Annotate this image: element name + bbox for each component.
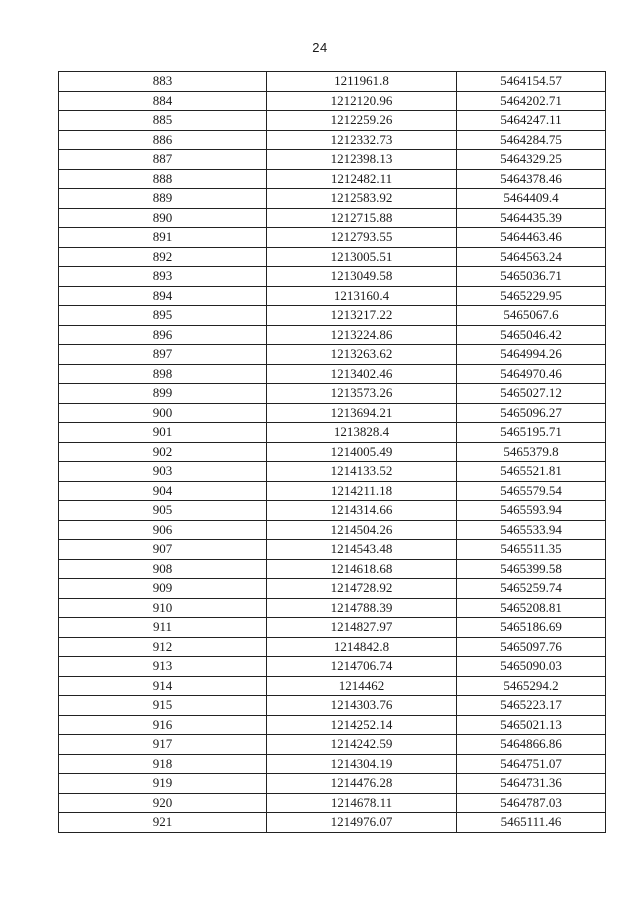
table-row	[59, 715, 606, 735]
table-row	[59, 306, 606, 326]
y-coordinate-cell: 5464284.75	[457, 130, 606, 150]
point-number-cell: 909	[59, 579, 267, 599]
x-coordinate-cell: 1214706.74	[267, 657, 457, 677]
x-coordinate-cell: 1214976.07	[267, 813, 457, 833]
point-number-cell: 904	[59, 481, 267, 501]
y-coordinate-cell: 5465593.94	[457, 501, 606, 521]
table-row	[59, 325, 606, 345]
x-coordinate-cell: 1212482.11	[267, 169, 457, 189]
y-coordinate-cell: 5464563.24	[457, 247, 606, 267]
point-number-cell: 921	[59, 813, 267, 833]
table-row	[59, 169, 606, 189]
x-coordinate-cell: 1213263.62	[267, 345, 457, 365]
x-coordinate-cell: 1212793.55	[267, 228, 457, 248]
y-coordinate-cell: 5465096.27	[457, 403, 606, 423]
point-number-cell: 886	[59, 130, 267, 150]
point-number-cell: 893	[59, 267, 267, 287]
x-coordinate-cell: 1213694.21	[267, 403, 457, 423]
y-coordinate-cell: 5464329.25	[457, 150, 606, 170]
table-row	[59, 657, 606, 677]
point-number-cell: 891	[59, 228, 267, 248]
y-coordinate-cell: 5464435.39	[457, 208, 606, 228]
point-number-cell: 894	[59, 286, 267, 306]
point-number-cell: 912	[59, 637, 267, 657]
x-coordinate-cell: 1214462	[267, 676, 457, 696]
table-row	[59, 228, 606, 248]
table-row	[59, 384, 606, 404]
y-coordinate-cell: 5465223.17	[457, 696, 606, 716]
y-coordinate-cell: 5464970.46	[457, 364, 606, 384]
x-coordinate-cell: 1213402.46	[267, 364, 457, 384]
x-coordinate-cell: 1214788.39	[267, 598, 457, 618]
table-row	[59, 598, 606, 618]
y-coordinate-cell: 5465067.6	[457, 306, 606, 326]
y-coordinate-cell: 5465186.69	[457, 618, 606, 638]
y-coordinate-cell: 5465208.81	[457, 598, 606, 618]
y-coordinate-cell: 5465111.46	[457, 813, 606, 833]
point-number-cell: 889	[59, 189, 267, 209]
y-coordinate-cell: 5464731.36	[457, 774, 606, 794]
point-number-cell: 918	[59, 754, 267, 774]
x-coordinate-cell: 1214304.19	[267, 754, 457, 774]
y-coordinate-cell: 5465511.35	[457, 540, 606, 560]
x-coordinate-cell: 1214678.11	[267, 793, 457, 813]
point-number-cell: 915	[59, 696, 267, 716]
y-coordinate-cell: 5465021.13	[457, 715, 606, 735]
point-number-cell: 899	[59, 384, 267, 404]
x-coordinate-cell: 1214476.28	[267, 774, 457, 794]
point-number-cell: 903	[59, 462, 267, 482]
table-row	[59, 267, 606, 287]
table-row	[59, 247, 606, 267]
y-coordinate-cell: 5464247.11	[457, 111, 606, 131]
x-coordinate-cell: 1214504.26	[267, 520, 457, 540]
y-coordinate-cell: 5465294.2	[457, 676, 606, 696]
x-coordinate-cell: 1212120.96	[267, 91, 457, 111]
point-number-cell: 898	[59, 364, 267, 384]
y-coordinate-cell: 5464463.46	[457, 228, 606, 248]
y-coordinate-cell: 5464751.07	[457, 754, 606, 774]
point-number-cell: 900	[59, 403, 267, 423]
y-coordinate-cell: 5464866.86	[457, 735, 606, 755]
y-coordinate-cell: 5465259.74	[457, 579, 606, 599]
table-row	[59, 208, 606, 228]
point-number-cell: 883	[59, 72, 267, 92]
y-coordinate-cell: 5465090.03	[457, 657, 606, 677]
x-coordinate-cell: 1213224.86	[267, 325, 457, 345]
table-row	[59, 345, 606, 365]
coordinates-table-body	[59, 72, 606, 833]
y-coordinate-cell: 5465195.71	[457, 423, 606, 443]
table-row	[59, 520, 606, 540]
x-coordinate-cell: 1214728.92	[267, 579, 457, 599]
x-coordinate-cell: 1214252.14	[267, 715, 457, 735]
x-coordinate-cell: 1212332.73	[267, 130, 457, 150]
point-number-cell: 907	[59, 540, 267, 560]
table-row	[59, 481, 606, 501]
point-number-cell: 916	[59, 715, 267, 735]
point-number-cell: 885	[59, 111, 267, 131]
y-coordinate-cell: 5464994.26	[457, 345, 606, 365]
page-number: 24	[312, 40, 328, 55]
table-row	[59, 793, 606, 813]
table-row	[59, 540, 606, 560]
table-row	[59, 286, 606, 306]
point-number-cell: 908	[59, 559, 267, 579]
table-row	[59, 735, 606, 755]
point-number-cell: 890	[59, 208, 267, 228]
y-coordinate-cell: 5464787.03	[457, 793, 606, 813]
x-coordinate-cell: 1214303.76	[267, 696, 457, 716]
y-coordinate-cell: 5464409.4	[457, 189, 606, 209]
table-row	[59, 676, 606, 696]
point-number-cell: 902	[59, 442, 267, 462]
table-row	[59, 774, 606, 794]
table-row	[59, 559, 606, 579]
x-coordinate-cell: 1214211.18	[267, 481, 457, 501]
y-coordinate-cell: 5465046.42	[457, 325, 606, 345]
point-number-cell: 887	[59, 150, 267, 170]
x-coordinate-cell: 1213160.4	[267, 286, 457, 306]
table-row	[59, 637, 606, 657]
table-row	[59, 91, 606, 111]
table-row	[59, 150, 606, 170]
table-row	[59, 111, 606, 131]
y-coordinate-cell: 5464202.71	[457, 91, 606, 111]
x-coordinate-cell: 1213049.58	[267, 267, 457, 287]
y-coordinate-cell: 5464154.57	[457, 72, 606, 92]
y-coordinate-cell: 5465036.71	[457, 267, 606, 287]
x-coordinate-cell: 1213573.26	[267, 384, 457, 404]
table-row	[59, 423, 606, 443]
table-row	[59, 189, 606, 209]
point-number-cell: 884	[59, 91, 267, 111]
x-coordinate-cell: 1213828.4	[267, 423, 457, 443]
point-number-cell: 892	[59, 247, 267, 267]
point-number-cell: 896	[59, 325, 267, 345]
point-number-cell: 901	[59, 423, 267, 443]
table-row	[59, 754, 606, 774]
point-number-cell: 914	[59, 676, 267, 696]
x-coordinate-cell: 1212259.26	[267, 111, 457, 131]
table-row	[59, 813, 606, 833]
table-row	[59, 403, 606, 423]
x-coordinate-cell: 1214005.49	[267, 442, 457, 462]
table-row	[59, 130, 606, 150]
point-number-cell: 917	[59, 735, 267, 755]
table-row	[59, 462, 606, 482]
table-row	[59, 442, 606, 462]
table-row	[59, 364, 606, 384]
table-row	[59, 696, 606, 716]
y-coordinate-cell: 5464378.46	[457, 169, 606, 189]
coordinates-table	[58, 71, 606, 833]
y-coordinate-cell: 5465579.54	[457, 481, 606, 501]
x-coordinate-cell: 1214618.68	[267, 559, 457, 579]
x-coordinate-cell: 1212583.92	[267, 189, 457, 209]
x-coordinate-cell: 1214314.66	[267, 501, 457, 521]
y-coordinate-cell: 5465399.58	[457, 559, 606, 579]
x-coordinate-cell: 1214133.52	[267, 462, 457, 482]
point-number-cell: 913	[59, 657, 267, 677]
x-coordinate-cell: 1213005.51	[267, 247, 457, 267]
point-number-cell: 919	[59, 774, 267, 794]
x-coordinate-cell: 1214543.48	[267, 540, 457, 560]
table-row	[59, 618, 606, 638]
x-coordinate-cell: 1212398.13	[267, 150, 457, 170]
point-number-cell: 906	[59, 520, 267, 540]
table-row	[59, 579, 606, 599]
y-coordinate-cell: 5465521.81	[457, 462, 606, 482]
point-number-cell: 888	[59, 169, 267, 189]
x-coordinate-cell: 1214827.97	[267, 618, 457, 638]
point-number-cell: 910	[59, 598, 267, 618]
x-coordinate-cell: 1211961.8	[267, 72, 457, 92]
y-coordinate-cell: 5465097.76	[457, 637, 606, 657]
y-coordinate-cell: 5465379.8	[457, 442, 606, 462]
point-number-cell: 911	[59, 618, 267, 638]
y-coordinate-cell: 5465229.95	[457, 286, 606, 306]
y-coordinate-cell: 5465027.12	[457, 384, 606, 404]
point-number-cell: 905	[59, 501, 267, 521]
x-coordinate-cell: 1214242.59	[267, 735, 457, 755]
point-number-cell: 897	[59, 345, 267, 365]
point-number-cell: 895	[59, 306, 267, 326]
table-row	[59, 501, 606, 521]
x-coordinate-cell: 1212715.88	[267, 208, 457, 228]
point-number-cell: 920	[59, 793, 267, 813]
y-coordinate-cell: 5465533.94	[457, 520, 606, 540]
x-coordinate-cell: 1214842.8	[267, 637, 457, 657]
table-row	[59, 72, 606, 92]
x-coordinate-cell: 1213217.22	[267, 306, 457, 326]
